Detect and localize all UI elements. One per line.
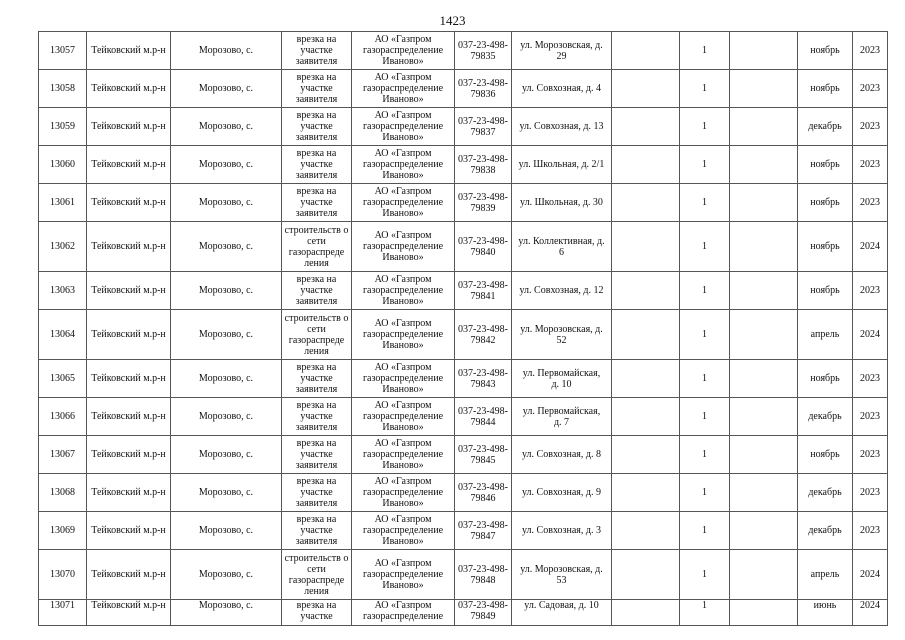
organization-cell: АО «Газпром газораспределение Иваново» — [352, 272, 455, 310]
gas-connection-register-table — [38, 31, 888, 626]
district-cell: Тейковский м.р-н — [87, 108, 171, 146]
district-cell: Тейковский м.р-н — [87, 222, 171, 272]
quantity-cell: 1 — [680, 550, 730, 600]
work-type-cell: врезка на участке заявителя — [282, 184, 352, 222]
extra-cell-cell — [612, 32, 680, 70]
work-type-cell: врезка на участке заявителя — [282, 272, 352, 310]
quantity-cell: 1 — [680, 32, 730, 70]
record-code-cell: 037-23-498-79842 — [455, 310, 512, 360]
organization-cell: АО «Газпром газораспределение Иваново» — [352, 222, 455, 272]
year-cell: 2024 — [853, 600, 888, 626]
month-cell: декабрь — [798, 512, 853, 550]
blank-cell-cell — [730, 222, 798, 272]
record-number-cell: 13066 — [39, 398, 87, 436]
month-cell: ноябрь — [798, 146, 853, 184]
district-cell: Тейковский м.р-н — [87, 272, 171, 310]
locality-cell: Морозово, с. — [171, 32, 282, 70]
record-number-cell: 13070 — [39, 550, 87, 600]
address-cell: ул. Морозовская, д. 52 — [512, 310, 612, 360]
district-cell: Тейковский м.р-н — [87, 310, 171, 360]
district-cell: Тейковский м.р-н — [87, 550, 171, 600]
extra-cell-cell — [612, 222, 680, 272]
address-cell: ул. Морозовская, д. 53 — [512, 550, 612, 600]
blank-cell-cell — [730, 512, 798, 550]
quantity-cell: 1 — [680, 108, 730, 146]
locality-cell: Морозово, с. — [171, 512, 282, 550]
table-row — [39, 474, 888, 512]
organization-cell: АО «Газпром газораспределение Иваново» — [352, 70, 455, 108]
organization-cell: АО «Газпром газораспределение Иваново» — [352, 550, 455, 600]
record-number-cell: 13062 — [39, 222, 87, 272]
table-row — [39, 222, 888, 272]
work-type-cell: врезка на участке — [282, 600, 352, 626]
organization-cell: АО «Газпром газораспределение Иваново» — [352, 146, 455, 184]
month-cell: декабрь — [798, 474, 853, 512]
record-number-cell: 13057 — [39, 32, 87, 70]
work-type-cell: строительств о сети газораспреде ления — [282, 310, 352, 360]
blank-cell-cell — [730, 310, 798, 360]
district-cell: Тейковский м.р-н — [87, 436, 171, 474]
blank-cell-cell — [730, 600, 798, 626]
month-cell: декабрь — [798, 108, 853, 146]
quantity-cell: 1 — [680, 146, 730, 184]
record-code-cell: 037-23-498-79836 — [455, 70, 512, 108]
extra-cell-cell — [612, 398, 680, 436]
record-code-cell: 037-23-498-79845 — [455, 436, 512, 474]
quantity-cell: 1 — [680, 222, 730, 272]
address-cell: ул. Совхозная, д. 3 — [512, 512, 612, 550]
organization-cell: АО «Газпром газораспределение Иваново» — [352, 32, 455, 70]
record-code-cell: 037-23-498-79843 — [455, 360, 512, 398]
blank-cell-cell — [730, 436, 798, 474]
extra-cell-cell — [612, 436, 680, 474]
extra-cell-cell — [612, 600, 680, 626]
district-cell: Тейковский м.р-н — [87, 32, 171, 70]
organization-cell: АО «Газпром газораспределение Иваново» — [352, 108, 455, 146]
month-cell: ноябрь — [798, 272, 853, 310]
address-cell: ул. Коллективная, д. 6 — [512, 222, 612, 272]
table-row — [39, 360, 888, 398]
blank-cell-cell — [730, 146, 798, 184]
locality-cell: Морозово, с. — [171, 398, 282, 436]
record-code-cell: 037-23-498-79838 — [455, 146, 512, 184]
record-number-cell: 13059 — [39, 108, 87, 146]
table-row — [39, 32, 888, 70]
organization-cell: АО «Газпром газораспределение Иваново» — [352, 398, 455, 436]
table-row — [39, 398, 888, 436]
table-row — [39, 550, 888, 600]
month-cell: апрель — [798, 310, 853, 360]
year-cell: 2023 — [853, 146, 888, 184]
month-cell: декабрь — [798, 398, 853, 436]
address-cell: ул. Первомайская, д. 7 — [512, 398, 612, 436]
quantity-cell: 1 — [680, 600, 730, 626]
record-code-cell: 037-23-498-79841 — [455, 272, 512, 310]
work-type-cell: врезка на участке заявителя — [282, 512, 352, 550]
table-body — [39, 32, 888, 626]
quantity-cell: 1 — [680, 360, 730, 398]
locality-cell: Морозово, с. — [171, 550, 282, 600]
address-cell: ул. Школьная, д. 30 — [512, 184, 612, 222]
address-cell: ул. Совхозная, д. 8 — [512, 436, 612, 474]
organization-cell: АО «Газпром газораспределение Иваново» — [352, 436, 455, 474]
table-row — [39, 272, 888, 310]
year-cell: 2023 — [853, 474, 888, 512]
record-code-cell: 037-23-498-79847 — [455, 512, 512, 550]
extra-cell-cell — [612, 70, 680, 108]
month-cell: ноябрь — [798, 70, 853, 108]
record-number-cell: 13064 — [39, 310, 87, 360]
record-code-cell: 037-23-498-79848 — [455, 550, 512, 600]
organization-cell: АО «Газпром газораспределение Иваново» — [352, 360, 455, 398]
extra-cell-cell — [612, 360, 680, 398]
work-type-cell: строительств о сети газораспреде ления — [282, 222, 352, 272]
quantity-cell: 1 — [680, 512, 730, 550]
quantity-cell: 1 — [680, 398, 730, 436]
extra-cell-cell — [612, 146, 680, 184]
year-cell: 2023 — [853, 32, 888, 70]
year-cell: 2023 — [853, 70, 888, 108]
work-type-cell: врезка на участке заявителя — [282, 108, 352, 146]
blank-cell-cell — [730, 360, 798, 398]
year-cell: 2023 — [853, 184, 888, 222]
blank-cell-cell — [730, 108, 798, 146]
blank-cell-cell — [730, 474, 798, 512]
record-number-cell: 13068 — [39, 474, 87, 512]
locality-cell: Морозово, с. — [171, 310, 282, 360]
extra-cell-cell — [612, 550, 680, 600]
month-cell: ноябрь — [798, 360, 853, 398]
blank-cell-cell — [730, 272, 798, 310]
record-code-cell: 037-23-498-79839 — [455, 184, 512, 222]
organization-cell: АО «Газпром газораспределение Иваново» — [352, 184, 455, 222]
table-row — [39, 184, 888, 222]
table-row — [39, 310, 888, 360]
table-row — [39, 436, 888, 474]
work-type-cell: строительств о сети газораспреде ления — [282, 550, 352, 600]
address-cell: ул. Совхозная, д. 9 — [512, 474, 612, 512]
record-number-cell: 13058 — [39, 70, 87, 108]
organization-cell: АО «Газпром газораспределение Иваново» — [352, 310, 455, 360]
work-type-cell: врезка на участке заявителя — [282, 360, 352, 398]
record-code-cell: 037-23-498-79846 — [455, 474, 512, 512]
month-cell: июнь — [798, 600, 853, 626]
extra-cell-cell — [612, 272, 680, 310]
district-cell: Тейковский м.р-н — [87, 600, 171, 626]
district-cell: Тейковский м.р-н — [87, 146, 171, 184]
year-cell: 2023 — [853, 360, 888, 398]
record-code-cell: 037-23-498-79844 — [455, 398, 512, 436]
record-code-cell: 037-23-498-79835 — [455, 32, 512, 70]
month-cell: ноябрь — [798, 32, 853, 70]
quantity-cell: 1 — [680, 436, 730, 474]
district-cell: Тейковский м.р-н — [87, 512, 171, 550]
month-cell: ноябрь — [798, 184, 853, 222]
record-number-cell: 13060 — [39, 146, 87, 184]
table-row — [39, 512, 888, 550]
quantity-cell: 1 — [680, 310, 730, 360]
table-row — [39, 600, 888, 626]
work-type-cell: врезка на участке заявителя — [282, 70, 352, 108]
year-cell: 2024 — [853, 222, 888, 272]
quantity-cell: 1 — [680, 184, 730, 222]
extra-cell-cell — [612, 108, 680, 146]
locality-cell: Морозово, с. — [171, 272, 282, 310]
district-cell: Тейковский м.р-н — [87, 398, 171, 436]
extra-cell-cell — [612, 184, 680, 222]
organization-cell: АО «Газпром газораспределение Иваново» — [352, 512, 455, 550]
quantity-cell: 1 — [680, 272, 730, 310]
district-cell: Тейковский м.р-н — [87, 474, 171, 512]
address-cell: ул. Садовая, д. 10 — [512, 600, 612, 626]
locality-cell: Морозово, с. — [171, 360, 282, 398]
table-row — [39, 70, 888, 108]
organization-cell: АО «Газпром газораспределение Иваново» — [352, 474, 455, 512]
locality-cell: Морозово, с. — [171, 70, 282, 108]
locality-cell: Морозово, с. — [171, 184, 282, 222]
work-type-cell: врезка на участке заявителя — [282, 436, 352, 474]
address-cell: ул. Морозовская, д. 29 — [512, 32, 612, 70]
quantity-cell: 1 — [680, 70, 730, 108]
address-cell: ул. Школьная, д. 2/1 — [512, 146, 612, 184]
record-number-cell: 13069 — [39, 512, 87, 550]
record-number-cell: 13065 — [39, 360, 87, 398]
blank-cell-cell — [730, 70, 798, 108]
table-row — [39, 146, 888, 184]
district-cell: Тейковский м.р-н — [87, 360, 171, 398]
year-cell: 2024 — [853, 550, 888, 600]
extra-cell-cell — [612, 474, 680, 512]
record-code-cell: 037-23-498-79849 — [455, 600, 512, 626]
locality-cell: Морозово, с. — [171, 600, 282, 626]
record-number-cell: 13063 — [39, 272, 87, 310]
year-cell: 2023 — [853, 108, 888, 146]
address-cell: ул. Первомайская, д. 10 — [512, 360, 612, 398]
address-cell: ул. Совхозная, д. 13 — [512, 108, 612, 146]
blank-cell-cell — [730, 184, 798, 222]
month-cell: апрель — [798, 550, 853, 600]
extra-cell-cell — [612, 512, 680, 550]
locality-cell: Морозово, с. — [171, 474, 282, 512]
blank-cell-cell — [730, 32, 798, 70]
work-type-cell: врезка на участке заявителя — [282, 474, 352, 512]
organization-cell: АО «Газпром газораспределение — [352, 600, 455, 626]
work-type-cell: врезка на участке заявителя — [282, 32, 352, 70]
locality-cell: Морозово, с. — [171, 436, 282, 474]
work-type-cell: врезка на участке заявителя — [282, 146, 352, 184]
year-cell: 2023 — [853, 512, 888, 550]
year-cell: 2023 — [853, 436, 888, 474]
blank-cell-cell — [730, 398, 798, 436]
month-cell: ноябрь — [798, 222, 853, 272]
record-number-cell: 13061 — [39, 184, 87, 222]
year-cell: 2023 — [853, 398, 888, 436]
address-cell: ул. Совхозная, д. 12 — [512, 272, 612, 310]
record-code-cell: 037-23-498-79840 — [455, 222, 512, 272]
table-row — [39, 108, 888, 146]
extra-cell-cell — [612, 310, 680, 360]
record-number-cell: 13071 — [39, 600, 87, 626]
record-code-cell: 037-23-498-79837 — [455, 108, 512, 146]
work-type-cell: врезка на участке заявителя — [282, 398, 352, 436]
quantity-cell: 1 — [680, 474, 730, 512]
year-cell: 2023 — [853, 272, 888, 310]
locality-cell: Морозово, с. — [171, 108, 282, 146]
blank-cell-cell — [730, 550, 798, 600]
district-cell: Тейковский м.р-н — [87, 70, 171, 108]
record-number-cell: 13067 — [39, 436, 87, 474]
year-cell: 2024 — [853, 310, 888, 360]
page-number: 1423 — [439, 13, 466, 28]
month-cell: ноябрь — [798, 436, 853, 474]
district-cell: Тейковский м.р-н — [87, 184, 171, 222]
address-cell: ул. Совхозная, д. 4 — [512, 70, 612, 108]
locality-cell: Морозово, с. — [171, 146, 282, 184]
locality-cell: Морозово, с. — [171, 222, 282, 272]
